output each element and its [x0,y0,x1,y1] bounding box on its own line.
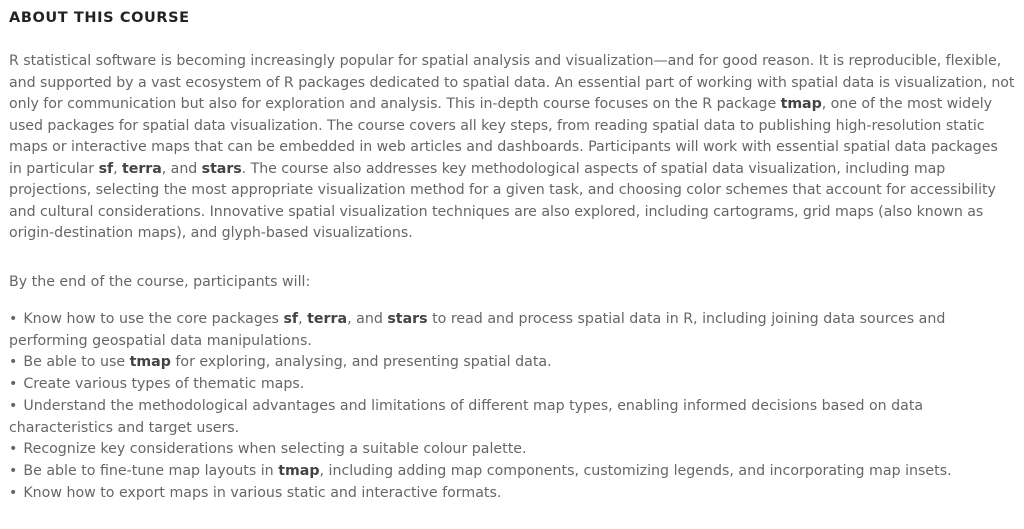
package-name-sf: sf [98,160,114,177]
list-item-text: Know how to use the core packages [23,311,284,327]
list-item-text: , and [347,311,388,327]
outcomes-intro: By the end of the course, participants will: [9,273,311,290]
list-item-text: Create various types of thematic maps. [23,376,305,393]
overview-text: . The course also addresses key methodological aspects of spatial data visualization, including map projections, selecting the most appropriate visualization method for a given task, and choosing color schemes that account for accessibility and cultural considerations. Innovative spatial visualization techniques are also explored, including cartograms, grid maps (also known as origin-destination maps), and glyph-based visualizations. [9,160,996,241]
list-item-text: to read and process spatial data in R, including joining data sources and performing geospatial data manipulations. [9,311,946,349]
list-item-text: Know how to export maps in various static and interactive formats. [23,484,502,501]
list-item-text: , including adding map components, customizing legends, and incorporating map insets. [319,462,952,479]
learning-outcomes-list [9,309,1015,504]
course-overview-paragraph [9,51,1015,245]
package-name-sf: sf [283,311,299,327]
package-name-tmap: tmap [278,462,320,479]
list-item [9,374,1015,396]
list-item-text: Be able to fine-tune map layouts in [23,462,279,479]
package-name-stars: stars [387,311,428,327]
separator-text: , [113,160,123,177]
list-item-text: Be able to use [23,354,130,371]
list-item-text: Recognize key considerations when selecting a suitable colour palette. [23,441,527,458]
package-name-tmap: tmap [780,96,822,112]
section-heading: ABOUT THIS COURSE [9,10,190,26]
list-item-text: for exploring, analysing, and presenting spatial data. [170,354,552,371]
overview-text: R statistical software is becoming increasingly popular for spatial analysis and visualization—and for good reason. It is reproducible, flexible, and supported by a vast ecosystem of R packages dedicated to spatial data. An essential part of working with spatial data is visualization, not only for communication but also for exploration and analysis. This in-depth course focuses on the R package [9,53,1015,112]
package-name-stars: stars [201,160,242,177]
list-item [9,461,1015,483]
overview-text: , one of the most widely used packages for spatial data visualization. The course covers all key steps, from reading spatial data to publishing high-resolution static maps or interactive maps that can be embedded in web articles and dashboards. Participants will work with essential spatial data packages in particular [9,96,998,177]
list-item-text: , [298,311,308,327]
package-name-terra: terra [307,311,348,327]
package-name-terra: terra [122,160,162,177]
list-item [9,483,1015,505]
list-item [9,309,1015,352]
list-item-text: Understand the methodological advantages and limitations of different map types, enabling informed decisions based on data characteristics and target users. [9,397,924,436]
package-name-tmap: tmap [129,354,171,371]
list-item [9,352,1015,374]
list-item [9,396,1015,439]
list-item [9,439,1015,461]
separator-text: , and [161,160,202,177]
